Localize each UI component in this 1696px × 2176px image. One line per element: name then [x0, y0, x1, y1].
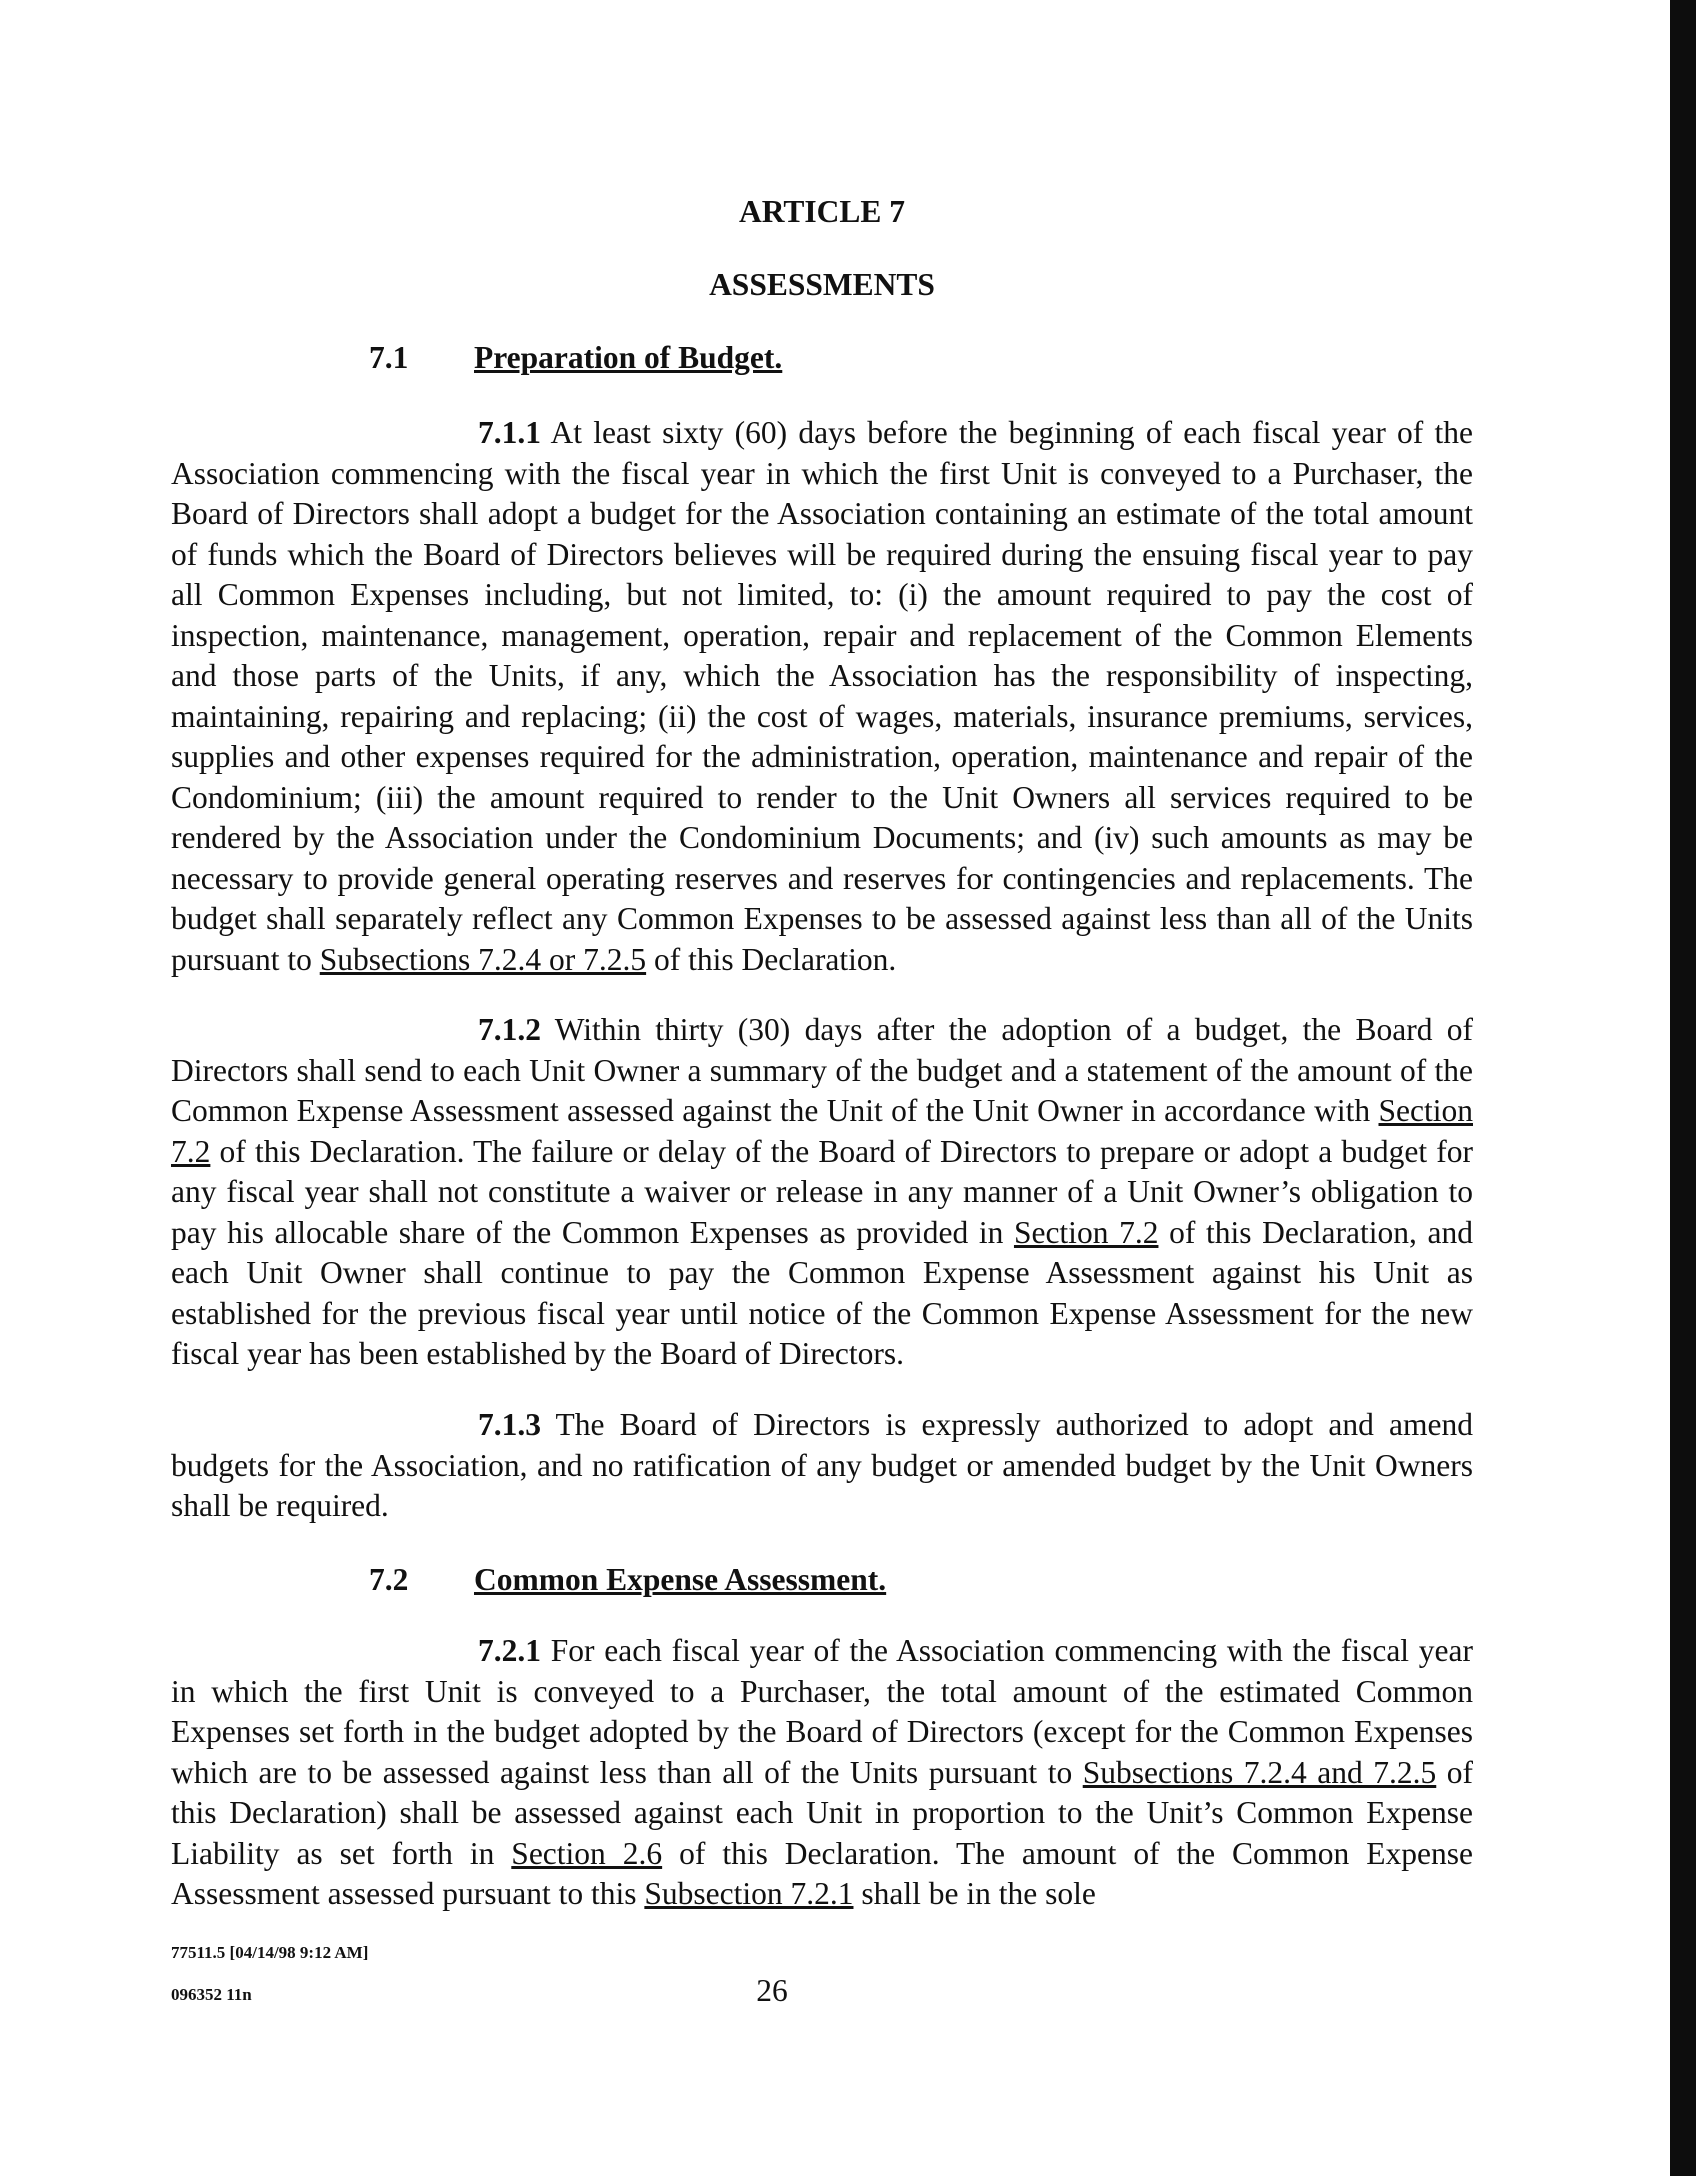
paragraph-7-1-3 — [171, 1405, 1473, 1527]
paragraph-text: At least sixty (60) days before the beginning of each fiscal year of the Association commencing with the fiscal year in which the first Unit is conveyed to a Purchaser, the Board of Directors shall adopt a budget for the Association containing an estimate of the total amount of funds which the Board of Directors believes will be required during the ensuing fiscal year to pay all Common Expenses including, but not limited, to: (i) the amount required to pay the cost of inspection, maintenance, management, operation, repair and replacement of the Common Elements and those parts of the Units, if any, which the Association has the responsibility of inspecting, maintaining, repairing and replacing; (ii) the cost of wages, materials, insurance premiums, services, supplies and other expenses required for the administration, operation, maintenance and repair of the Condominium; (iii) the amount required to render to the Unit Owners all services required to be rendered by the Association under the Condominium Documents; and (iv) such amounts as may be necessary to provide general operating reserves and reserves for contingencies and replacements. The budget shall separately reflect any Common Expenses to be assessed against less than all of the Units pursuant to — [171, 415, 1473, 977]
cross-reference-link: Section 2.6 — [511, 1835, 663, 1871]
paragraph-7-1-2 — [171, 1010, 1473, 1375]
paragraph-number: 7.1.1 — [478, 415, 541, 450]
paragraph-text: of this Declaration. — [646, 941, 897, 977]
paragraph-number: 7.1.3 — [478, 1407, 541, 1442]
article-title: ARTICLE 7 — [738, 194, 906, 229]
cross-reference-link: Subsections 7.2.4 and 7.2.5 — [1082, 1754, 1437, 1790]
page-number: 26 — [756, 1973, 788, 2008]
scan-edge — [1670, 0, 1696, 2176]
footer-doc-ref: 77511.5 [04/14/98 9:12 AM] — [171, 1943, 369, 1962]
paragraph-number: 7.1.2 — [478, 1012, 541, 1047]
article-subtitle: ASSESSMENTS — [709, 267, 935, 302]
paragraph-7-1-1 — [171, 413, 1473, 980]
cross-reference-link: Section 7.2 — [171, 1093, 1473, 1169]
paragraph-text: The Board of Directors is expressly authorized to adopt and amend budgets for the Association, and no ratification of any budget or amended budget by the Unit Owners shall be required. — [171, 1407, 1473, 1523]
paragraph-text: Within thirty (30) days after the adoption of a budget, the Board of Directors shall send to each Unit Owner a summary of the budget and a statement of the amount of the Common Expense Assessment assessed against the Unit of the Unit Owner in accordance with — [171, 1012, 1473, 1128]
section-title: Common Expense Assessment. — [474, 1562, 887, 1597]
footer-doc-id: 096352 11n — [171, 1985, 252, 2004]
paragraph-text: of this Declaration. The amount of the Common Expense Assessment assessed pursuant to this — [171, 1835, 1473, 1911]
paragraph-text: of this Declaration) shall be assessed against each Unit in proportion to the Unit’s Common Expense Liability as set forth in — [171, 1754, 1474, 1871]
paragraph-text: For each fiscal year of the Association commencing with the fiscal year in which the first Unit is conveyed to a Purchaser, the total amount of the estimated Common Expenses set forth in the budget adopted by the Board of Directors (except for the Common Expenses which are to be assessed against less than all of the Units pursuant to — [171, 1633, 1473, 1790]
paragraph-text: of this Declaration. The failure or delay of the Board of Directors to prepare or adopt a budget for any fiscal year shall not constitute a waiver or release in any manner of a Unit Owner’s obligation to pay his allocable share of the Common Expenses as provided in — [171, 1133, 1473, 1250]
paragraph-text: shall be in the sole — [853, 1876, 1096, 1911]
cross-reference-link: Section 7.2 — [1013, 1214, 1159, 1250]
section-number: 7.2 — [369, 1562, 409, 1597]
paragraph-text: of this Declaration, and each Unit Owner shall continue to pay the Common Expense Assessment against his Unit as established for the previous fiscal year until notice of the Common Expense Assessment for the new fiscal year has been established by the Board of Directors. — [171, 1214, 1473, 1371]
paragraph-number: 7.2.1 — [478, 1633, 541, 1668]
cross-reference-link: Subsections 7.2.4 or 7.2.5 — [319, 941, 647, 977]
cross-reference-link: Subsection 7.2.1 — [644, 1876, 854, 1911]
section-title: Preparation of Budget. — [474, 340, 783, 375]
section-number: 7.1 — [369, 340, 409, 375]
paragraph-7-2-1 — [171, 1631, 1473, 1915]
